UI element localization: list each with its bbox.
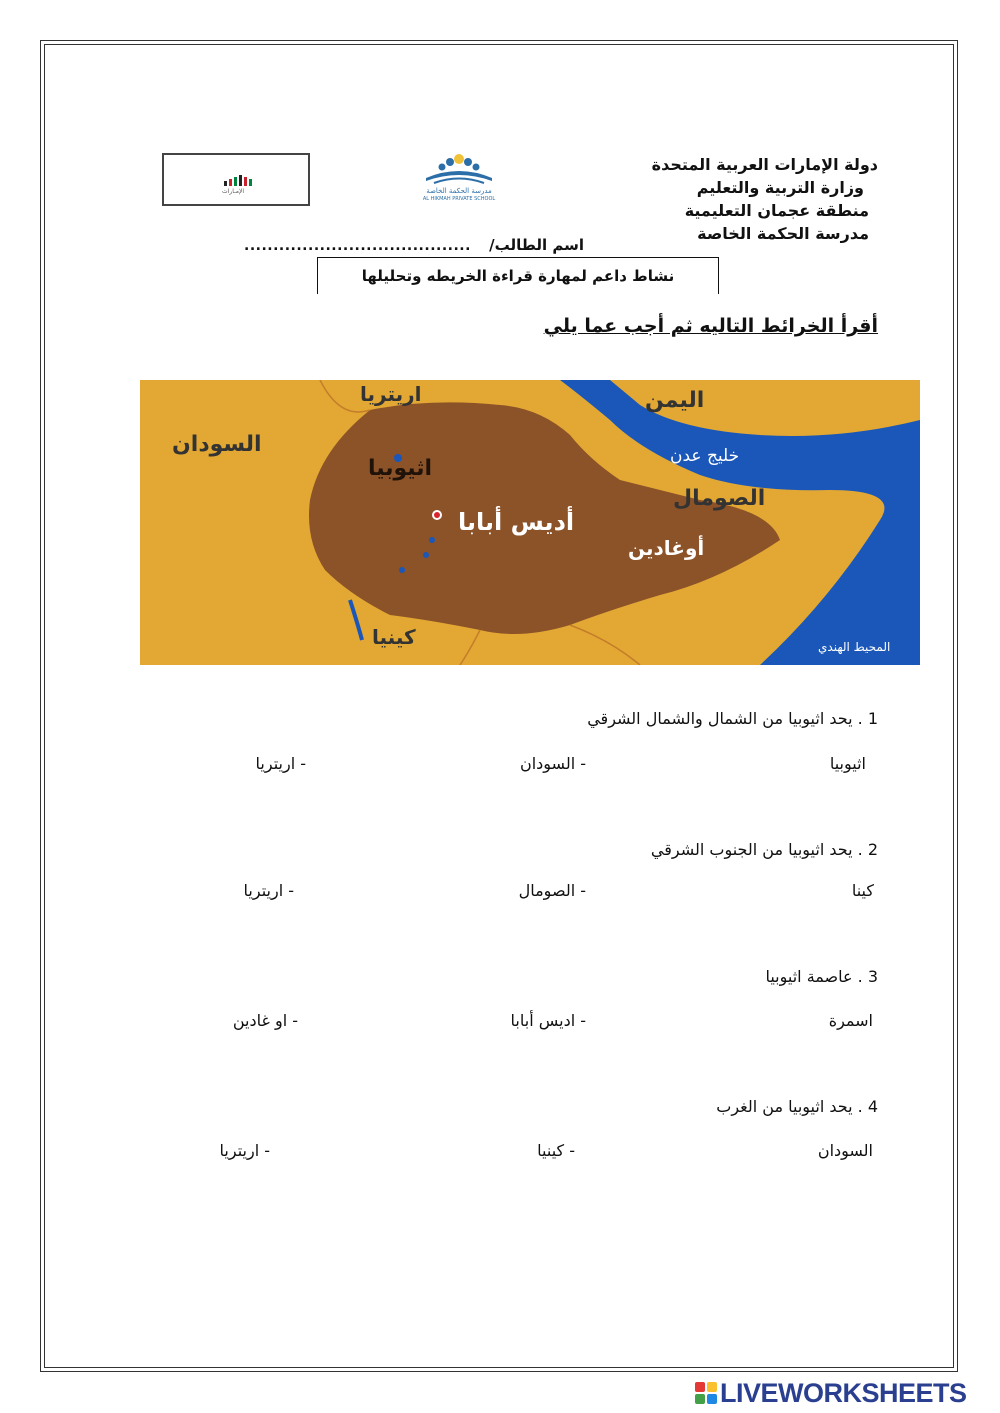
map-label-yemen: اليمن [645,388,705,413]
question-4-text: . يحد اثيوبيا من الغرب [716,1097,863,1116]
map-label-sudan: السودان [172,432,262,457]
map-label-gulf-aden: خليج عدن [670,446,740,466]
question-1-option-3[interactable]: - اريتريا [255,754,306,773]
question-1-option-1[interactable]: اثيوبيا [829,754,866,773]
liveworksheets-wordmark: LIVEWORKSHEETS [720,1378,967,1408]
map-label-indian-ocean: المحيط الهندي [818,640,891,654]
school-logo-name-en: AL HIKMAH PRIVATE SCHOOL [422,196,496,202]
school-logo-name-ar: مدرسة الحكمة الخاصة [426,187,492,195]
question-1-text: . يحد اثيوبيا من الشمال والشمال الشرقي [587,709,863,728]
question-4-option-3[interactable]: - اريتريا [219,1141,270,1160]
question-2-option-1[interactable]: كينا [851,881,874,900]
school-emblem-icon [404,150,514,188]
map-label-eritrea: اريتريا [360,382,422,406]
map-label-ogaden: أوغادين [628,536,705,560]
question-2 [651,840,878,859]
question-3-text: . عاصمة اثيوبيا [765,967,863,986]
question-3-option-2[interactable]: - اديس أبابا [510,1011,586,1030]
ethiopia-map [140,380,920,665]
question-4 [716,1097,878,1116]
header-ministry: وزارة التربية والتعليم [696,178,864,197]
school-logo [404,150,514,206]
instruction-heading: أقرأ الخرائط التاليه ثم أجب عما يلي [543,315,878,337]
question-3 [765,967,878,986]
liveworksheets-icon [695,1382,717,1404]
map-label-ethiopia: اثيوبيا [368,456,433,481]
header-zone: منطقة عجمان التعليمية [684,201,869,220]
question-4-option-1[interactable]: السودان [817,1141,873,1160]
question-3-option-1[interactable]: اسمرة [828,1011,873,1030]
question-1-number: 1 [867,709,878,728]
student-name-label: اسم الطالب/ [489,236,584,254]
uae-logo-caption: الإمـارات [222,188,245,195]
map-label-addis-ababa: أديس أبابا [458,508,575,536]
student-name-field[interactable]: ....................................... [244,238,471,254]
question-2-option-3[interactable]: - اريتريا [243,881,294,900]
liveworksheets-logo [695,1379,995,1409]
uae-logo-box [162,153,310,206]
header-country: دولة الإمارات العربية المتحدة [651,155,878,174]
header-school: مدرسة الحكمة الخاصة [697,224,869,243]
map-label-kenya: كينيا [372,625,416,649]
question-2-number: 2 [867,840,878,859]
question-4-number: 4 [867,1097,878,1116]
question-3-number: 3 [867,967,878,986]
question-4-option-2[interactable]: - كينيا [537,1141,575,1160]
question-3-option-3[interactable]: - او غادين [232,1011,298,1030]
map-label-somalia: الصومال [673,486,766,511]
question-2-text: . يحد اثيوبيا من الجنوب الشرقي [650,840,863,859]
uae-logo-icon [224,174,258,186]
question-1-option-2[interactable]: - السودان [519,754,586,773]
question-1 [587,709,878,728]
worksheet-title: نشاط داعم لمهارة قراءة الخريطه وتحليلها [317,257,719,294]
question-2-option-2[interactable]: - الصومال [518,881,586,900]
